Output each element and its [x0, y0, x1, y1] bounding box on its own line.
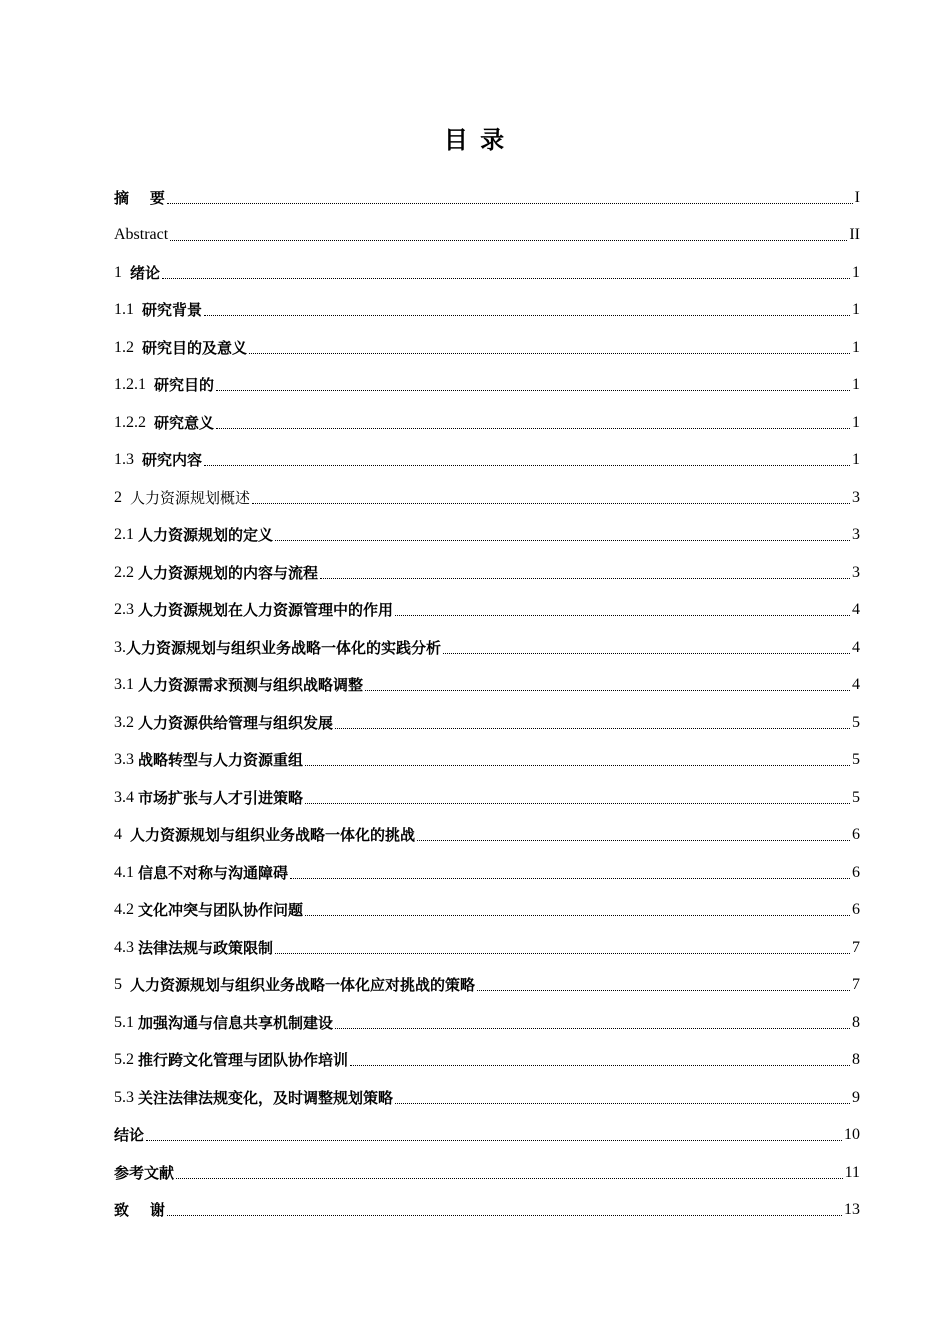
toc-entry-page-number: I [854, 188, 860, 206]
toc-entry-page-number: 3 [852, 563, 860, 581]
toc-entry-page-number: 1 [852, 338, 860, 356]
toc-dot-leader [443, 653, 850, 654]
toc-entry[interactable] [114, 920, 860, 958]
toc-entry-title: 人力资源规划与组织业务战略一体化应对挑战的策略 [130, 976, 476, 994]
toc-entry-title: 人力资源规划在人力资源管理中的作用 [138, 601, 394, 619]
toc-entry-page-number: 1 [852, 451, 860, 468]
toc-entry-number: 1 [114, 263, 122, 281]
toc-entry-title: 人力资源规划的内容与流程 [138, 563, 319, 582]
toc-dot-leader [275, 953, 850, 954]
toc-entry-number: 4.1 [114, 863, 134, 881]
toc-entry-number: 5.1 [114, 1013, 134, 1031]
table-of-contents [114, 170, 860, 1220]
toc-entry-title: 参考文献 [114, 1163, 175, 1182]
toc-entry-page-number: 6 [852, 863, 860, 881]
toc-dot-leader [395, 1103, 850, 1104]
toc-entry-title: 文化冲突与团队协作问题 [138, 901, 304, 919]
toc-entry-number: 1.2.2 [114, 413, 146, 431]
toc-entry-title: 研究目的 [154, 376, 215, 394]
toc-entry-page-number: II [849, 226, 860, 243]
toc-entry-title: 人力资源规划与组织业务战略一体化的挑战 [130, 826, 416, 844]
toc-entry[interactable] [114, 1183, 860, 1221]
toc-dot-leader [216, 390, 850, 391]
toc-entry[interactable] [114, 620, 860, 658]
toc-entry-number: 3.4 [114, 788, 134, 806]
toc-dot-leader [275, 540, 850, 541]
toc-entry-page-number: 7 [852, 938, 860, 956]
toc-entry-page-number: 10 [844, 1126, 860, 1143]
toc-entry-title: 研究意义 [154, 413, 215, 432]
toc-entry-number: 1.2.1 [114, 376, 146, 393]
toc-entry-page-number: 6 [852, 901, 860, 918]
toc-entry-number: 3. [114, 638, 126, 656]
toc-entry-page-number: 5 [852, 713, 860, 731]
toc-entry-page-number: 6 [852, 826, 860, 843]
toc-entry[interactable] [114, 770, 860, 808]
toc-entry-title: 人力资源需求预测与组织战略调整 [138, 676, 364, 694]
toc-dot-leader [395, 615, 850, 616]
toc-dot-leader [249, 353, 850, 354]
toc-entry-number: 4.2 [114, 901, 134, 918]
toc-dot-leader [320, 578, 850, 579]
toc-entry[interactable] [114, 545, 860, 583]
toc-dot-leader [204, 465, 850, 466]
toc-entry-title: 研究目的及意义 [142, 338, 248, 357]
toc-entry-number: 3.1 [114, 676, 134, 693]
toc-entry-number: 2.2 [114, 563, 134, 581]
toc-entry[interactable] [114, 583, 860, 621]
toc-dot-leader [365, 690, 850, 691]
toc-dot-leader [335, 728, 850, 729]
toc-entry-title: Abstract [114, 226, 169, 243]
toc-entry-page-number: 8 [852, 1051, 860, 1068]
toc-entry-page-number: 4 [852, 676, 860, 693]
toc-entry-title: 研究背景 [142, 301, 203, 319]
toc-entry-number: 4 [114, 826, 122, 843]
toc-entry-title: 加强沟通与信息共享机制建设 [138, 1013, 334, 1032]
toc-entry[interactable] [114, 508, 860, 546]
toc-dot-leader [167, 1215, 842, 1216]
toc-dot-leader [252, 503, 850, 504]
toc-entry-title: 结论 [114, 1126, 145, 1144]
toc-entry-title: 法律法规与政策限制 [138, 938, 274, 957]
toc-entry-number: 5.3 [114, 1088, 134, 1106]
toc-entry[interactable] [114, 733, 860, 771]
toc-entry[interactable] [114, 958, 860, 996]
toc-entry[interactable] [114, 283, 860, 321]
toc-entry[interactable] [114, 808, 860, 846]
toc-entry-title: 推行跨文化管理与团队协作培训 [138, 1051, 349, 1069]
toc-entry-title: 人力资源规划与组织业务战略一体化的实践分析 [126, 638, 442, 657]
toc-entry-page-number: 13 [844, 1201, 860, 1218]
toc-entry[interactable] [114, 658, 860, 696]
toc-dot-leader [176, 1178, 843, 1179]
toc-entry-title: 人力资源规划的定义 [138, 526, 274, 544]
toc-entry-page-number: 3 [852, 488, 860, 506]
toc-entry-page-number: 4 [852, 601, 860, 618]
toc-dot-leader [204, 315, 850, 316]
toc-entry-number: 2 [114, 488, 122, 506]
toc-entry-title: 人力资源供给管理与组织发展 [138, 713, 334, 732]
toc-entry[interactable] [114, 883, 860, 921]
toc-dot-leader [335, 1028, 850, 1029]
toc-entry[interactable] [114, 995, 860, 1033]
toc-dot-leader [146, 1140, 842, 1141]
toc-entry-page-number: 5 [852, 788, 860, 806]
toc-entry[interactable] [114, 433, 860, 471]
toc-entry-page-number: 9 [852, 1088, 860, 1106]
toc-entry-title: 致 谢 [114, 1201, 165, 1219]
toc-dot-leader [167, 203, 853, 204]
toc-entry-title: 人力资源规划概述 [130, 488, 251, 507]
toc-entry-number: 1.1 [114, 301, 134, 318]
toc-entry-number: 2.3 [114, 601, 134, 618]
toc-entry-page-number: 5 [852, 751, 860, 768]
toc-entry[interactable] [114, 695, 860, 733]
toc-entry[interactable] [114, 845, 860, 883]
toc-entry-title: 战略转型与人力资源重组 [138, 751, 304, 769]
toc-entry[interactable] [114, 1070, 860, 1108]
toc-entry-page-number: 4 [852, 638, 860, 656]
toc-entry-number: 1.2 [114, 338, 134, 356]
toc-entry-page-number: 1 [852, 263, 860, 281]
toc-entry[interactable] [114, 1033, 860, 1071]
toc-dot-leader [305, 915, 850, 916]
toc-entry[interactable] [114, 245, 860, 283]
toc-entry[interactable] [114, 1108, 860, 1146]
toc-entry-title: 信息不对称与沟通障碍 [138, 863, 289, 882]
toc-entry[interactable] [114, 470, 860, 508]
toc-entry-title: 绪论 [130, 263, 161, 282]
toc-dot-leader [477, 990, 850, 991]
toc-entry-page-number: 3 [852, 526, 860, 543]
toc-entry-number: 3.2 [114, 713, 134, 731]
toc-entry-page-number: 1 [852, 301, 860, 318]
toc-entry-number: 5 [114, 976, 122, 993]
toc-dot-leader [350, 1065, 850, 1066]
toc-entry[interactable] [114, 320, 860, 358]
toc-entry-title: 摘 要 [114, 188, 165, 207]
toc-entry-number: 5.2 [114, 1051, 134, 1068]
toc-dot-leader [305, 765, 850, 766]
toc-entry-title: 关注法律法规变化，及时调整规划策略 [138, 1088, 394, 1107]
toc-entry-title: 市场扩张与人才引进策略 [138, 788, 304, 807]
toc-entry[interactable] [114, 358, 860, 396]
toc-entry-page-number: 1 [852, 413, 860, 431]
toc-entry-page-number: 11 [844, 1163, 860, 1181]
toc-dot-leader [290, 878, 850, 879]
page-title: 目 录 [443, 126, 507, 154]
toc-entry-page-number: 7 [852, 976, 860, 993]
toc-entry-number: 1.3 [114, 451, 134, 468]
toc-dot-leader [305, 803, 850, 804]
toc-entry-number: 2.1 [114, 526, 134, 543]
toc-dot-leader [417, 840, 850, 841]
toc-entry-number: 4.3 [114, 938, 134, 956]
toc-entry[interactable] [114, 170, 860, 208]
toc-dot-leader [216, 428, 850, 429]
toc-entry-page-number: 1 [852, 376, 860, 393]
toc-dot-leader [170, 240, 847, 241]
toc-entry-title: 研究内容 [142, 451, 203, 469]
toc-entry[interactable] [114, 208, 860, 246]
toc-dot-leader [162, 278, 850, 279]
toc-entry-number: 3.3 [114, 751, 134, 768]
toc-entry-page-number: 8 [852, 1013, 860, 1031]
toc-entry[interactable] [114, 395, 860, 433]
toc-entry[interactable] [114, 1145, 860, 1183]
